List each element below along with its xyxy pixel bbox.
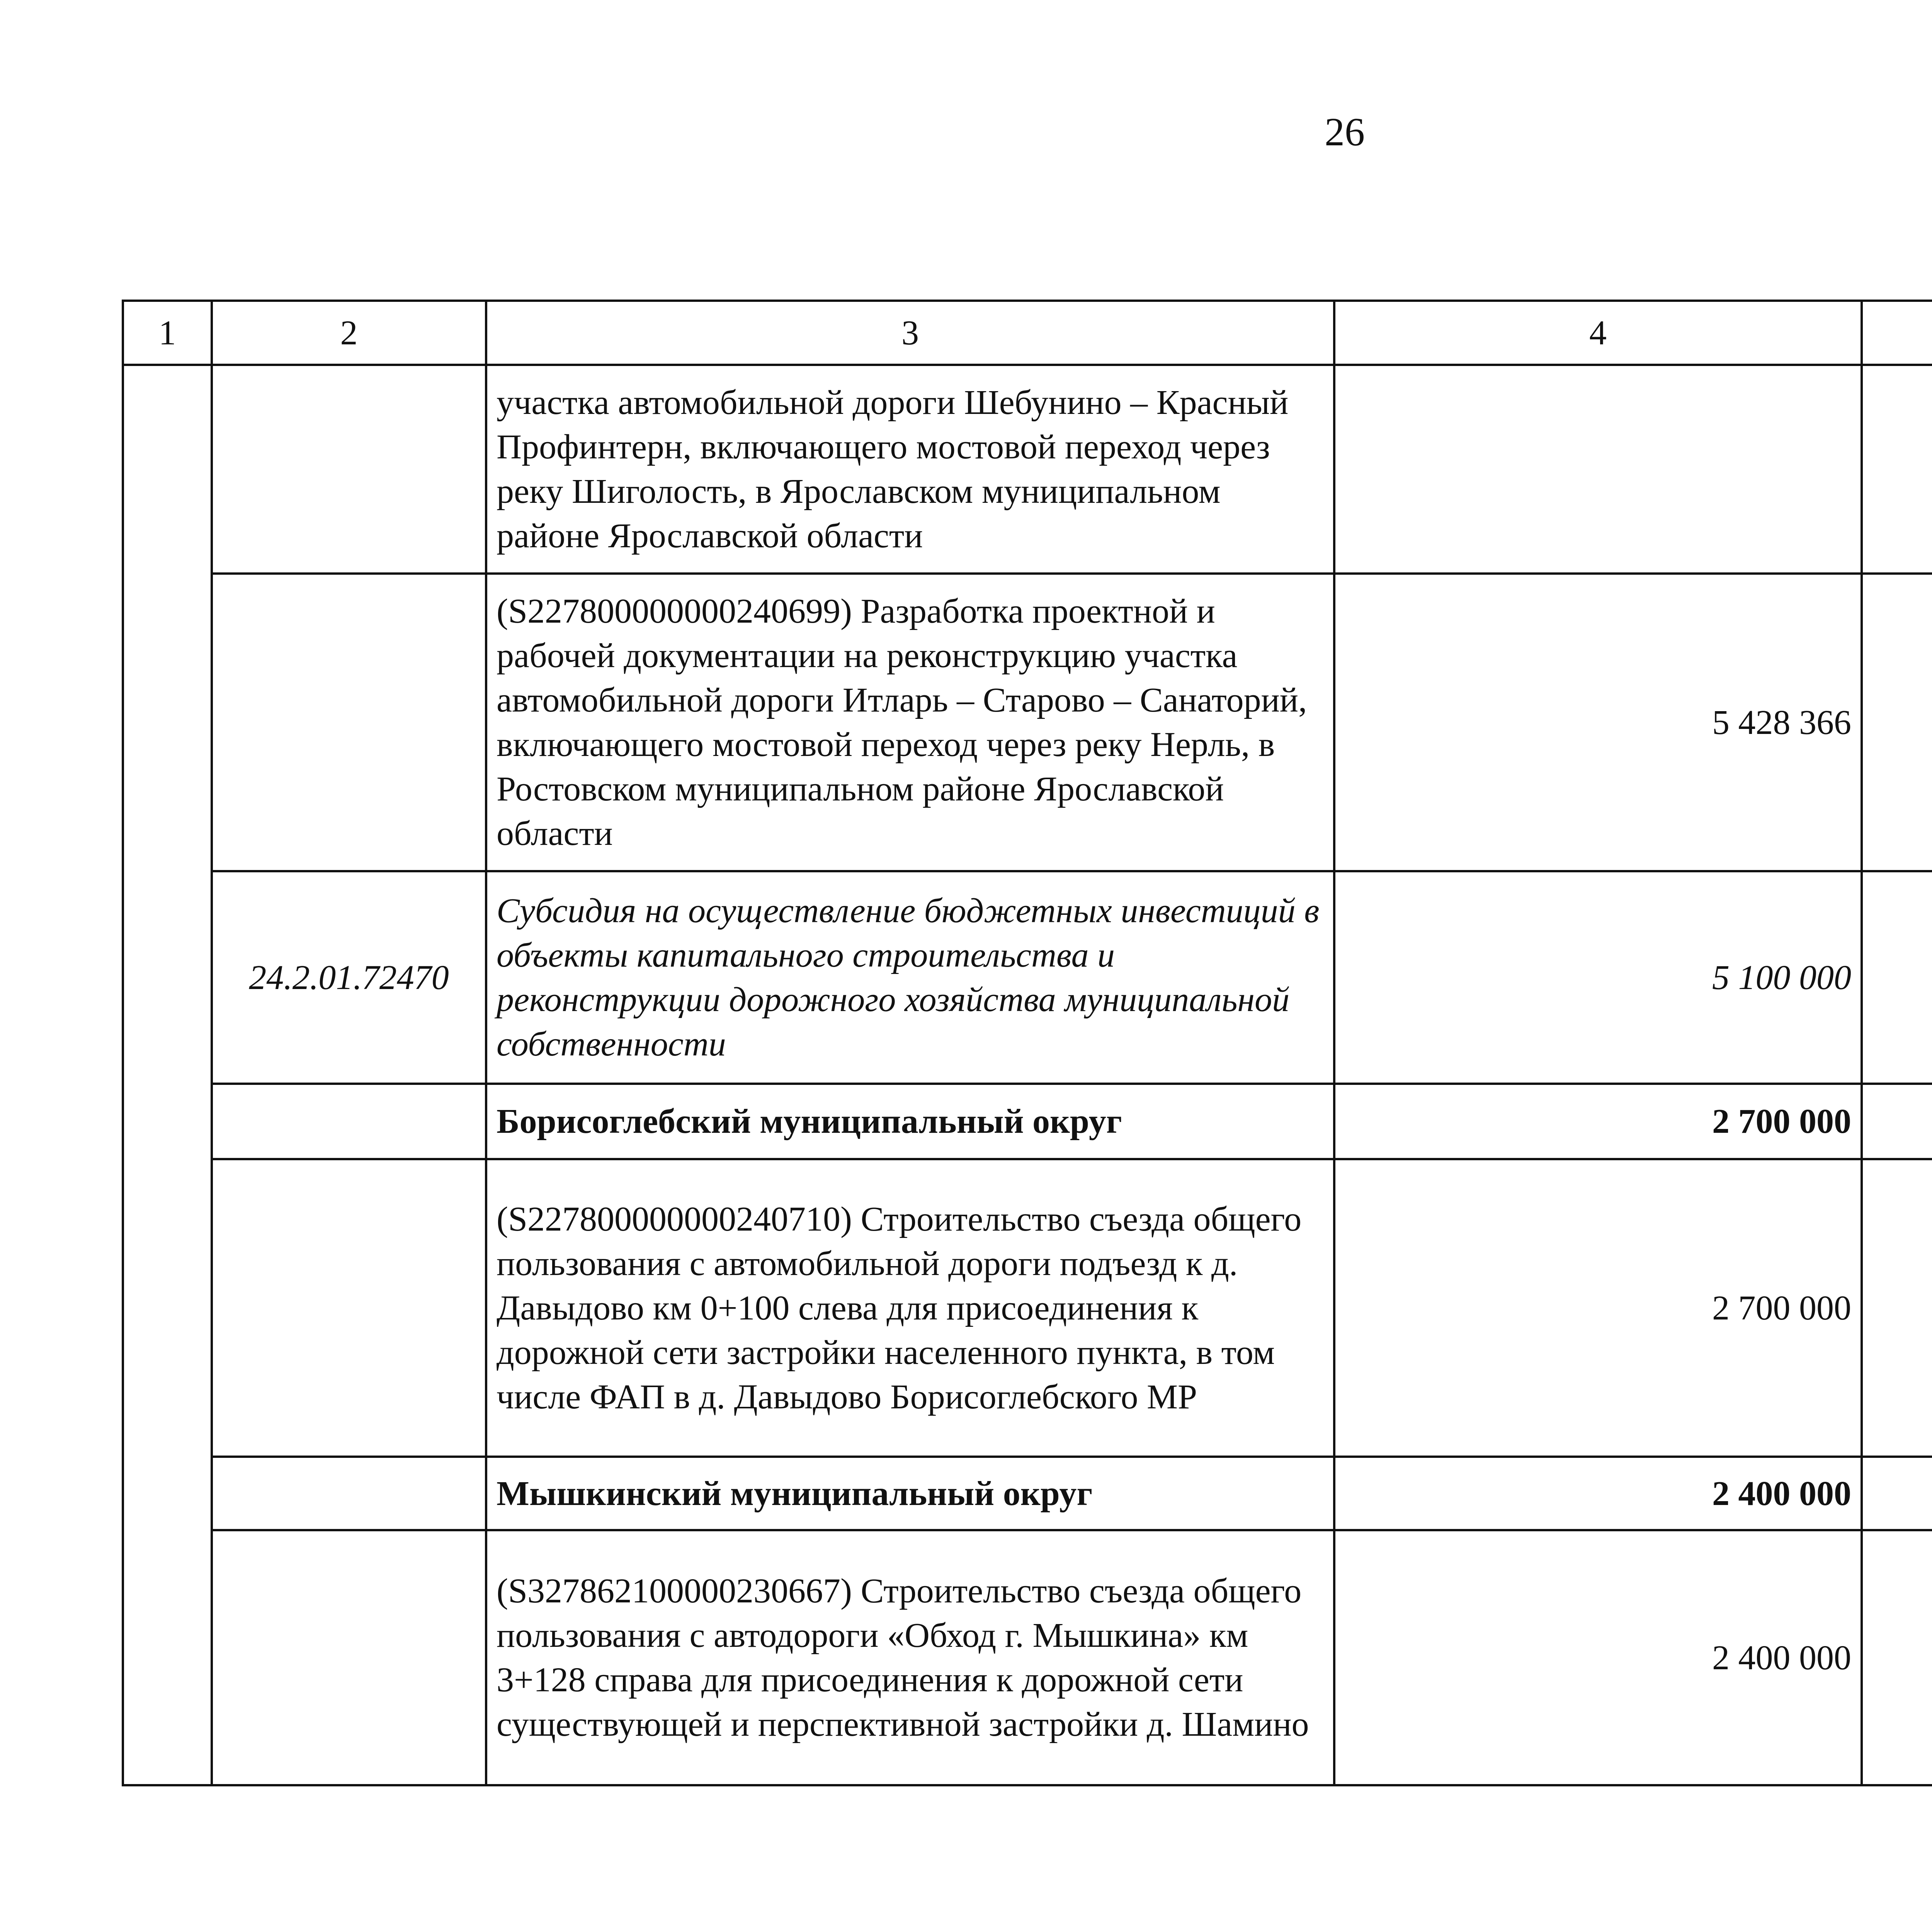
amount-cell [1862, 1084, 1932, 1159]
column-number-header: 4 [1334, 301, 1862, 365]
column-number-header [1862, 301, 1932, 365]
district-name-cell: Борисоглебский муниципальный округ [486, 1084, 1334, 1159]
column-number-header: 2 [212, 301, 486, 365]
section-number-cell [123, 365, 212, 1785]
amount-cell [1862, 1457, 1932, 1530]
description-cell: (S227800000000240710) Строительство съезда общего пользования с автомобильной дороги подъезд к д. Давыдово км 0+100 слева для присоединения к дорожной сети застройки населенного пункта, в том числе ФАП в д. Давыдово Борисоглебского МР [486, 1159, 1334, 1457]
amount-cell [1334, 365, 1862, 574]
district-total-row [123, 1084, 1932, 1159]
table-row [123, 365, 1932, 574]
budget-table [122, 300, 1932, 1786]
district-name-cell: Мышкинский муниципальный округ [486, 1457, 1334, 1530]
subsidy-row [123, 871, 1932, 1084]
amount-cell [1862, 1159, 1932, 1457]
amount-cell [1862, 871, 1932, 1084]
budget-code-cell [212, 1159, 486, 1457]
description-cell: Субсидия на осуществление бюджетных инвестиций в объекты капитального строительства и реконструкции дорожного хозяйства муниципальной собственности [486, 871, 1334, 1084]
table-row [123, 1159, 1932, 1457]
budget-code-cell [212, 1084, 486, 1159]
amount-cell: 2 700 000 [1334, 1084, 1862, 1159]
description-cell: участка автомобильной дороги Шебунино – Красный Профинтерн, включающего мостовой переход через реку Шиголость, в Ярославском муниципальном районе Ярославской области [486, 365, 1334, 574]
budget-code-cell [212, 365, 486, 574]
amount-cell: 2 400 000 [1334, 1530, 1862, 1785]
district-total-row [123, 1457, 1932, 1530]
column-number-header: 1 [123, 301, 212, 365]
column-number-header: 3 [486, 301, 1334, 365]
budget-code-cell: 24.2.01.72470 [212, 871, 486, 1084]
budget-code-cell [212, 1457, 486, 1530]
budget-code-cell [212, 574, 486, 871]
table-header-row [123, 301, 1932, 365]
description-cell: (S327862100000230667) Строительство съезда общего пользования с автодороги «Обход г. Мышкина» км 3+128 справа для присоединения к дорожной сети существующей и перспективной застройки д. Шамино [486, 1530, 1334, 1785]
amount-cell [1862, 574, 1932, 871]
table-row [123, 1530, 1932, 1785]
description-cell: (S227800000000240699) Разработка проектной и рабочей документации на реконструкцию участка автомобильной дороги Итларь – Старово – Санаторий, включающего мостовой переход через реку Нерль, в Ростовском муниципальном районе Ярославской области [486, 574, 1334, 871]
page-number: 26 [1325, 110, 1365, 154]
amount-cell: 2 400 000 [1334, 1457, 1862, 1530]
amount-cell: 5 100 000 [1334, 871, 1862, 1084]
budget-code-cell [212, 1530, 486, 1785]
table-row [123, 574, 1932, 871]
amount-cell: 5 428 366 [1334, 574, 1862, 871]
amount-cell [1862, 1530, 1932, 1785]
amount-cell: 2 700 000 [1334, 1159, 1862, 1457]
amount-cell [1862, 365, 1932, 574]
